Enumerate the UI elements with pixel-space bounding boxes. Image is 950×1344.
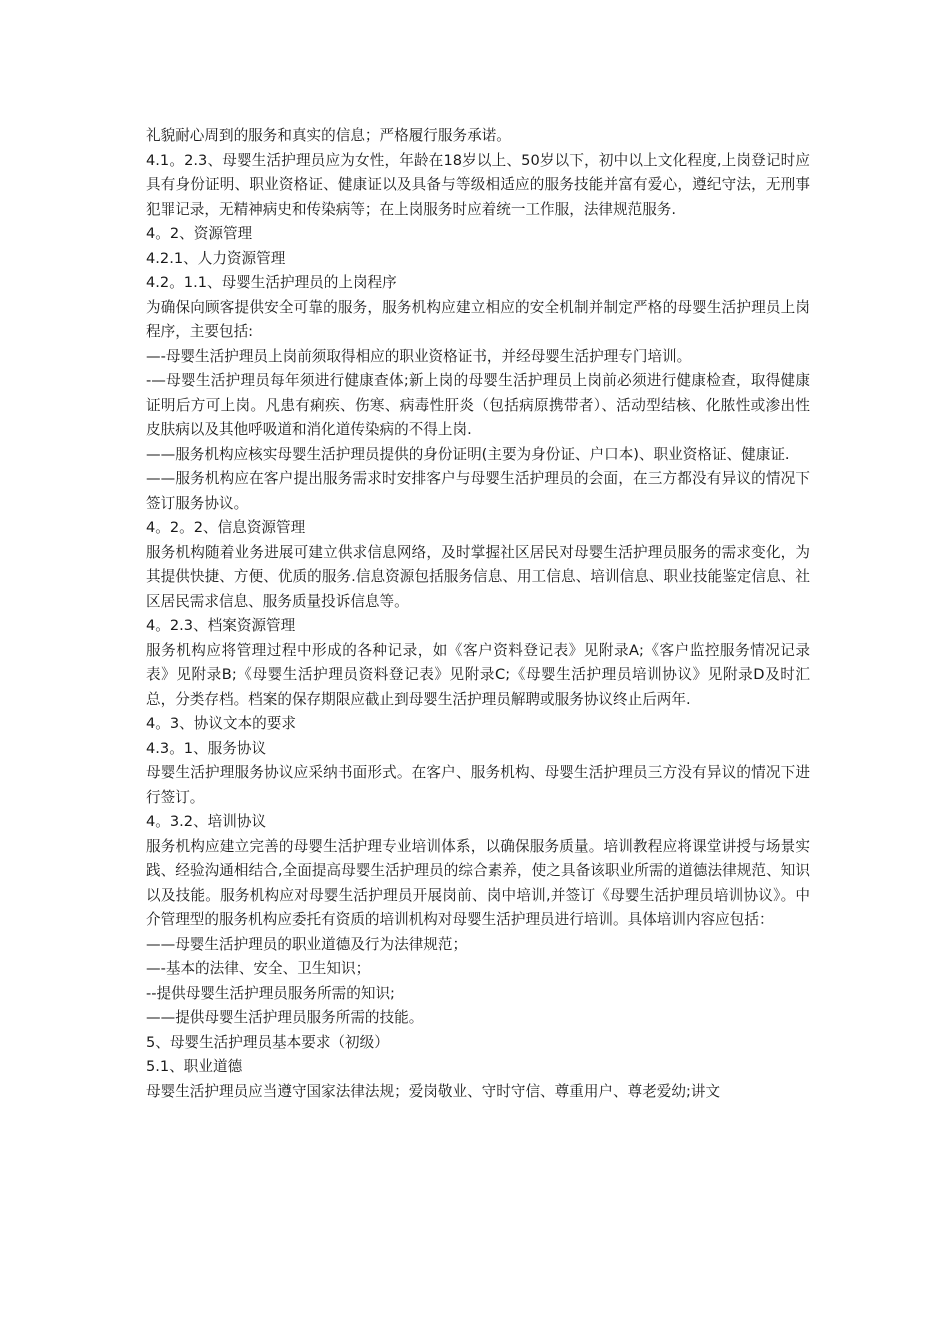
list-item: ——服务机构应在客户提出服务需求时安排客户与母婴生活护理员的会面，在三方都没有异议的情况下签订服务协议。 (146, 470, 810, 512)
list-item: -—母婴生活护理员每年须进行健康查体;新上岗的母婴生活护理员上岗前必须进行健康检查，取得健康证明后方可上岗。凡患有痢疾、伤寒、病毒性肝炎（包括病原携带者）、活动型结核、化脓性或渗出性皮肤病以及其他呼吸道和消化道传染病的不得上岗. (146, 372, 810, 438)
list-item: ——服务机构应核实母婴生活护理员提供的身份证明(主要为身份证、户口本)、职业资格证、健康证. (146, 445, 790, 463)
list-item: --提供母婴生活护理员服务所需的知识; (146, 984, 395, 1002)
list-item: ——母婴生活护理员的职业道德及行为法律规范； (146, 935, 468, 953)
paragraph-26: 母婴生活护理员应当遵守国家法律法规；爱岗敬业、守时守信、尊重用户、尊老爱幼;讲文 (146, 1082, 721, 1100)
heading-4-2-2: 4。2。2、信息资源管理 (146, 519, 306, 536)
paragraph-6: 为确保向顾客提供安全可靠的服务，服务机构应建立相应的安全机制并制定严格的母婴生活护理员上岗程序，主要包括: (146, 298, 810, 340)
paragraph-19: 服务机构应建立完善的母婴生活护理专业培训体系，以确保服务质量。培训教程应将课堂讲授与场景实践、经验沟通相结合,全面提高母婴生活护理员的综合素养，使之具备该职业所需的道德法律规范、知识以及技能。服务机构应对母婴生活护理员开展岗前、岗中培训,并签订《母婴生活护理员培训协议》。中介管理型的服务机构应委托有资质的培训机构对母婴生活护理员进行培训。具体培训内容应包括： (146, 837, 810, 928)
paragraph-1: 礼貌耐心周到的服务和真实的信息；严格履行服务承诺。 (146, 127, 511, 144)
heading-4-3: 4。3、协议文本的要求 (146, 715, 296, 732)
heading-4-2-1: 4.2.1、人力资源管理 (146, 249, 286, 267)
paragraph-2: 4.1。2.3、母婴生活护理员应为女性，年龄在18岁以上、50岁以下，初中以上文化程度,上岗登记时应具有身份证明、职业资格证、健康证以及具备与等级相适应的服务技能并富有爱心，遵纪守法，无刑事犯罪记录，无精神病史和传染病等；在上岗服务时应着统一工作服，法律规范服务. (146, 151, 810, 218)
paragraph-17: 母婴生活护理服务协议应采纳书面形式。在客户、服务机构、母婴生活护理员三方没有异议的情况下进行签订。 (146, 764, 810, 806)
heading-4-3-2: 4。3.2、培训协议 (146, 813, 267, 830)
heading-4-3-1: 4.3。1、服务协议 (146, 739, 267, 757)
heading-4-2-3: 4。2.3、档案资源管理 (146, 617, 296, 634)
heading-4-2-1-1: 4.2。1.1、母婴生活护理员的上岗程序 (146, 274, 397, 291)
document-body (146, 124, 810, 1104)
list-item: —-母婴生活护理员上岗前须取得相应的职业资格证书，并经母婴生活护理专门培训。 (146, 347, 692, 365)
list-item: ——提供母婴生活护理员服务所需的技能。 (146, 1009, 424, 1026)
heading-5: 5、母婴生活护理员基本要求（初级） (146, 1033, 389, 1051)
paragraph-14: 服务机构应将管理过程中形成的各种记录，如《客户资料登记表》见附录A;《客户监控服务情况记录表》见附录B;《母婴生活护理员资料登记表》见附录C;《母婴生活护理员培训协议》见附录D及时汇总，分类存档。档案的保存期限应截止到母婴生活护理员解聘或服务协议终止后两年. (146, 641, 810, 708)
heading-4-2: 4。2、资源管理 (146, 225, 253, 242)
list-item: —-基本的法律、安全、卫生知识； (146, 960, 371, 977)
heading-5-1: 5.1、职业道德 (146, 1058, 243, 1075)
paragraph-12: 服务机构随着业务进展可建立供求信息网络，及时掌握社区居民对母婴生活护理员服务的需求变化，为其提供快捷、方便、优质的服务.信息资源包括服务信息、用工信息、培训信息、职业技能鉴定信息、社区居民需求信息、服务质量投诉信息等。 (146, 543, 810, 610)
